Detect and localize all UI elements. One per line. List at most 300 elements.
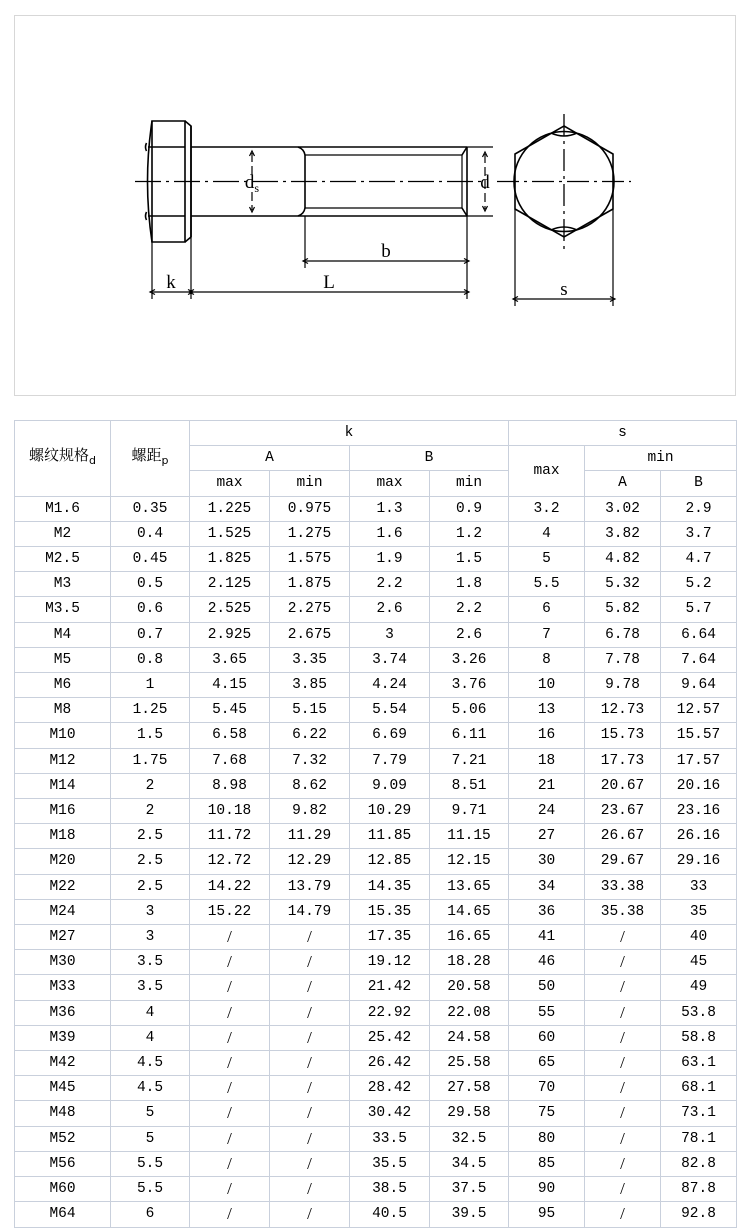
table-row <box>15 647 737 672</box>
table-cell: 50 <box>509 975 585 1000</box>
table-cell: 73.1 <box>661 1101 737 1126</box>
table-cell: M10 <box>15 723 111 748</box>
table-cell: / <box>270 1126 350 1151</box>
table-cell: 14.79 <box>270 899 350 924</box>
table-cell: 1.5 <box>111 723 190 748</box>
table-cell: 2.6 <box>350 597 430 622</box>
table-cell: 87.8 <box>661 1177 737 1202</box>
table-cell: 4 <box>509 521 585 546</box>
label-ds: $d_s$ <box>244 172 260 195</box>
specification-table-container <box>14 420 736 1228</box>
table-cell: 19.12 <box>350 950 430 975</box>
table-cell: 6 <box>111 1202 190 1227</box>
table-cell: 25.42 <box>350 1025 430 1050</box>
table-cell: 16.65 <box>430 925 509 950</box>
table-row <box>15 1076 737 1101</box>
table-cell: 10.18 <box>190 799 270 824</box>
table-cell: 14.35 <box>350 874 430 899</box>
header-pitch-sub: p <box>161 454 169 468</box>
table-row <box>15 521 737 546</box>
table-cell: 46 <box>509 950 585 975</box>
table-cell: M1.6 <box>15 496 111 521</box>
table-cell: 15.35 <box>350 899 430 924</box>
table-cell: 28.42 <box>350 1076 430 1101</box>
table-cell: / <box>190 1076 270 1101</box>
table-cell: 12.57 <box>661 698 737 723</box>
table-cell: 18.28 <box>430 950 509 975</box>
table-cell: M36 <box>15 1000 111 1025</box>
table-cell: 4 <box>111 1025 190 1050</box>
table-cell: 18 <box>509 748 585 773</box>
table-cell: 4.5 <box>111 1076 190 1101</box>
table-cell: / <box>190 1202 270 1227</box>
table-row <box>15 723 737 748</box>
table-cell: 35.38 <box>585 899 661 924</box>
table-cell: 1.875 <box>270 572 350 597</box>
table-cell: 0.8 <box>111 647 190 672</box>
table-cell: 13.65 <box>430 874 509 899</box>
table-cell: 35 <box>661 899 737 924</box>
table-cell: 2.675 <box>270 622 350 647</box>
table-cell: M56 <box>15 1151 111 1176</box>
header-s-min-A: A <box>585 471 661 496</box>
table-cell: 2.5 <box>111 849 190 874</box>
bolt-technical-drawing <box>15 16 735 395</box>
table-cell: 7 <box>509 622 585 647</box>
table-cell: 4.15 <box>190 673 270 698</box>
header-s-max: max <box>509 446 585 496</box>
header-k-A: A <box>190 446 350 471</box>
table-cell: M4 <box>15 622 111 647</box>
specification-table <box>14 420 737 1228</box>
table-cell: 0.6 <box>111 597 190 622</box>
table-cell: / <box>190 1101 270 1126</box>
header-k-B-max: max <box>350 471 430 496</box>
table-cell: 10.29 <box>350 799 430 824</box>
header-pitch-text: 螺距 <box>131 446 162 465</box>
table-cell: 23.16 <box>661 799 737 824</box>
table-cell: 1.8 <box>430 572 509 597</box>
table-cell: 24.58 <box>430 1025 509 1050</box>
table-cell: M22 <box>15 874 111 899</box>
table-cell: M24 <box>15 899 111 924</box>
table-row <box>15 496 737 521</box>
table-cell: 12.15 <box>430 849 509 874</box>
table-cell: 12.73 <box>585 698 661 723</box>
table-cell: / <box>190 1126 270 1151</box>
table-cell: 4.5 <box>111 1051 190 1076</box>
table-cell: / <box>270 1076 350 1101</box>
table-cell: / <box>190 1000 270 1025</box>
table-cell: / <box>270 1101 350 1126</box>
table-cell: / <box>270 1000 350 1025</box>
table-cell: 33.5 <box>350 1126 430 1151</box>
table-cell: 5 <box>509 547 585 572</box>
table-cell: 29.16 <box>661 849 737 874</box>
table-cell: 2.9 <box>661 496 737 521</box>
table-row <box>15 1101 737 1126</box>
table-cell: 6 <box>509 597 585 622</box>
table-cell: 1.225 <box>190 496 270 521</box>
table-row <box>15 899 737 924</box>
table-cell: 5.06 <box>430 698 509 723</box>
table-cell: / <box>585 1000 661 1025</box>
table-cell: 2.125 <box>190 572 270 597</box>
table-cell: M48 <box>15 1101 111 1126</box>
table-cell: / <box>585 1177 661 1202</box>
table-cell: 15.57 <box>661 723 737 748</box>
table-cell: 0.4 <box>111 521 190 546</box>
table-cell: 3 <box>350 622 430 647</box>
header-thread-spec-text: 螺纹规格 <box>29 446 90 465</box>
table-cell: 8.62 <box>270 773 350 798</box>
table-cell: 16 <box>509 723 585 748</box>
table-cell: 17.57 <box>661 748 737 773</box>
table-cell: 20.58 <box>430 975 509 1000</box>
table-cell: 40.5 <box>350 1202 430 1227</box>
table-cell: 5 <box>111 1101 190 1126</box>
table-cell: / <box>270 925 350 950</box>
table-cell: M12 <box>15 748 111 773</box>
table-cell: 33 <box>661 874 737 899</box>
table-cell: 26.16 <box>661 824 737 849</box>
table-cell: 0.975 <box>270 496 350 521</box>
header-k-B-min: min <box>430 471 509 496</box>
table-cell: 15.22 <box>190 899 270 924</box>
table-cell: 4.7 <box>661 547 737 572</box>
table-cell: 5.2 <box>661 572 737 597</box>
header-k-A-max: max <box>190 471 270 496</box>
table-cell: / <box>585 925 661 950</box>
table-cell: 36 <box>509 899 585 924</box>
table-cell: 20.67 <box>585 773 661 798</box>
table-cell: 35.5 <box>350 1151 430 1176</box>
table-cell: 5.5 <box>509 572 585 597</box>
table-cell: 6.78 <box>585 622 661 647</box>
table-cell: 5.45 <box>190 698 270 723</box>
table-cell: M3 <box>15 572 111 597</box>
table-cell: 14.65 <box>430 899 509 924</box>
table-cell: 0.9 <box>430 496 509 521</box>
table-cell: / <box>190 1151 270 1176</box>
header-s: s <box>509 421 737 446</box>
table-cell: 30 <box>509 849 585 874</box>
header-s-min: min <box>585 446 737 471</box>
label-L: L <box>323 272 335 293</box>
table-cell: 1.6 <box>350 521 430 546</box>
table-row <box>15 824 737 849</box>
table-cell: 11.15 <box>430 824 509 849</box>
table-cell: / <box>190 1025 270 1050</box>
table-cell: 5.15 <box>270 698 350 723</box>
table-cell: 78.1 <box>661 1126 737 1151</box>
table-cell: 22.08 <box>430 1000 509 1025</box>
table-cell: 3.74 <box>350 647 430 672</box>
table-cell: 20.16 <box>661 773 737 798</box>
table-cell: 6.22 <box>270 723 350 748</box>
table-cell: 1.575 <box>270 547 350 572</box>
table-cell: 49 <box>661 975 737 1000</box>
table-cell: 3.7 <box>661 521 737 546</box>
table-cell: 2.2 <box>430 597 509 622</box>
drawing-panel <box>14 15 736 396</box>
table-cell: M45 <box>15 1076 111 1101</box>
header-s-min-B: B <box>661 471 737 496</box>
table-cell: 92.8 <box>661 1202 737 1227</box>
table-cell: 8.51 <box>430 773 509 798</box>
table-cell: / <box>585 1076 661 1101</box>
table-cell: 1.525 <box>190 521 270 546</box>
table-cell: M6 <box>15 673 111 698</box>
table-cell: 34 <box>509 874 585 899</box>
header-thread-spec-sub: d <box>89 454 96 468</box>
table-row <box>15 975 737 1000</box>
table-cell: / <box>270 975 350 1000</box>
table-cell: 17.35 <box>350 925 430 950</box>
table-cell: M20 <box>15 849 111 874</box>
table-cell: M30 <box>15 950 111 975</box>
table-cell: 80 <box>509 1126 585 1151</box>
header-row-1 <box>15 421 737 446</box>
table-cell: / <box>190 1051 270 1076</box>
header-k-B: B <box>350 446 509 471</box>
table-row <box>15 1000 737 1025</box>
table-cell: 58.8 <box>661 1025 737 1050</box>
table-cell: / <box>585 950 661 975</box>
table-cell: 5.32 <box>585 572 661 597</box>
table-cell: M27 <box>15 925 111 950</box>
table-cell: / <box>585 1151 661 1176</box>
header-k: k <box>190 421 509 446</box>
table-cell: 14.22 <box>190 874 270 899</box>
table-cell: 41 <box>509 925 585 950</box>
table-cell: / <box>190 925 270 950</box>
table-row <box>15 547 737 572</box>
table-cell: / <box>585 1101 661 1126</box>
table-cell: 3 <box>111 925 190 950</box>
table-cell: 1.825 <box>190 547 270 572</box>
table-cell: 27 <box>509 824 585 849</box>
table-cell: 9.09 <box>350 773 430 798</box>
table-cell: 40 <box>661 925 737 950</box>
table-row <box>15 1126 737 1151</box>
table-cell: 2.525 <box>190 597 270 622</box>
table-cell: 5.7 <box>661 597 737 622</box>
table-cell: / <box>270 1025 350 1050</box>
table-cell: 13 <box>509 698 585 723</box>
table-cell: 7.32 <box>270 748 350 773</box>
table-row <box>15 1025 737 1050</box>
table-cell: 3.5 <box>111 975 190 1000</box>
table-cell: 5.5 <box>111 1151 190 1176</box>
table-cell: 3.76 <box>430 673 509 698</box>
table-cell: 4.82 <box>585 547 661 572</box>
table-cell: / <box>585 1025 661 1050</box>
header-k-A-min: min <box>270 471 350 496</box>
table-cell: 6.64 <box>661 622 737 647</box>
table-cell: 9.82 <box>270 799 350 824</box>
table-cell: 82.8 <box>661 1151 737 1176</box>
table-cell: / <box>190 950 270 975</box>
table-cell: M33 <box>15 975 111 1000</box>
table-cell: / <box>270 1151 350 1176</box>
table-cell: 85 <box>509 1151 585 1176</box>
table-row <box>15 874 737 899</box>
table-cell: 32.5 <box>430 1126 509 1151</box>
table-cell: / <box>585 1126 661 1151</box>
table-cell: 7.68 <box>190 748 270 773</box>
table-cell: / <box>190 1177 270 1202</box>
table-cell: 38.5 <box>350 1177 430 1202</box>
label-d: d <box>480 172 490 193</box>
table-cell: 9.78 <box>585 673 661 698</box>
table-cell: M39 <box>15 1025 111 1050</box>
table-cell: 5.5 <box>111 1177 190 1202</box>
table-cell: / <box>270 950 350 975</box>
table-cell: 2 <box>111 773 190 798</box>
table-row <box>15 1177 737 1202</box>
table-cell: 95 <box>509 1202 585 1227</box>
table-row <box>15 1051 737 1076</box>
table-cell: 2 <box>111 799 190 824</box>
table-cell: M64 <box>15 1202 111 1227</box>
table-cell: 29.67 <box>585 849 661 874</box>
table-cell: 39.5 <box>430 1202 509 1227</box>
table-cell: 7.21 <box>430 748 509 773</box>
table-cell: 29.58 <box>430 1101 509 1126</box>
table-row <box>15 925 737 950</box>
table-row <box>15 849 737 874</box>
table-cell: 1.3 <box>350 496 430 521</box>
table-row <box>15 773 737 798</box>
table-cell: 6.11 <box>430 723 509 748</box>
header-pitch <box>111 421 190 497</box>
table-cell: 34.5 <box>430 1151 509 1176</box>
table-cell: 3.65 <box>190 647 270 672</box>
table-cell: 65 <box>509 1051 585 1076</box>
table-cell: 1.5 <box>430 547 509 572</box>
table-cell: 2.275 <box>270 597 350 622</box>
table-cell: / <box>190 975 270 1000</box>
table-cell: 3.85 <box>270 673 350 698</box>
table-cell: 9.71 <box>430 799 509 824</box>
table-cell: 2.5 <box>111 824 190 849</box>
table-cell: 3.82 <box>585 521 661 546</box>
table-cell: 2.5 <box>111 874 190 899</box>
table-cell: 5 <box>111 1126 190 1151</box>
table-cell: M5 <box>15 647 111 672</box>
table-row <box>15 1151 737 1176</box>
table-cell: M2 <box>15 521 111 546</box>
table-cell: 4 <box>111 1000 190 1025</box>
table-cell: / <box>270 1177 350 1202</box>
table-cell: 7.78 <box>585 647 661 672</box>
table-cell: 3.35 <box>270 647 350 672</box>
table-cell: 5.54 <box>350 698 430 723</box>
table-cell: 2.6 <box>430 622 509 647</box>
table-cell: M18 <box>15 824 111 849</box>
table-cell: 3 <box>111 899 190 924</box>
table-cell: 70 <box>509 1076 585 1101</box>
table-row <box>15 799 737 824</box>
table-cell: 33.38 <box>585 874 661 899</box>
table-cell: 1.2 <box>430 521 509 546</box>
table-row <box>15 698 737 723</box>
table-cell: 1.9 <box>350 547 430 572</box>
table-cell: 8.98 <box>190 773 270 798</box>
table-cell: 17.73 <box>585 748 661 773</box>
table-cell: 75 <box>509 1101 585 1126</box>
table-cell: 11.72 <box>190 824 270 849</box>
table-cell: 45 <box>661 950 737 975</box>
table-cell: 15.73 <box>585 723 661 748</box>
table-cell: 21.42 <box>350 975 430 1000</box>
table-cell: 5.82 <box>585 597 661 622</box>
table-cell: 1.25 <box>111 698 190 723</box>
table-cell: 10 <box>509 673 585 698</box>
table-cell: 63.1 <box>661 1051 737 1076</box>
table-cell: 0.35 <box>111 496 190 521</box>
table-row <box>15 597 737 622</box>
table-cell: M14 <box>15 773 111 798</box>
table-cell: / <box>585 1051 661 1076</box>
table-cell: 2.925 <box>190 622 270 647</box>
table-cell: 11.29 <box>270 824 350 849</box>
table-cell: 53.8 <box>661 1000 737 1025</box>
table-header <box>15 421 737 497</box>
table-cell: 12.85 <box>350 849 430 874</box>
table-cell: 6.69 <box>350 723 430 748</box>
table-cell: 8 <box>509 647 585 672</box>
table-cell: 2.2 <box>350 572 430 597</box>
table-cell: M42 <box>15 1051 111 1076</box>
table-cell: 55 <box>509 1000 585 1025</box>
table-cell: / <box>585 975 661 1000</box>
table-cell: M16 <box>15 799 111 824</box>
table-cell: 9.64 <box>661 673 737 698</box>
table-cell: 90 <box>509 1177 585 1202</box>
table-cell: 0.7 <box>111 622 190 647</box>
label-k: k <box>166 272 176 293</box>
table-cell: 6.58 <box>190 723 270 748</box>
table-cell: 25.58 <box>430 1051 509 1076</box>
table-cell: 30.42 <box>350 1101 430 1126</box>
table-cell: 7.79 <box>350 748 430 773</box>
table-row <box>15 622 737 647</box>
table-cell: 26.42 <box>350 1051 430 1076</box>
table-cell: 60 <box>509 1025 585 1050</box>
table-cell: 3.5 <box>111 950 190 975</box>
table-row <box>15 572 737 597</box>
table-cell: 12.72 <box>190 849 270 874</box>
table-cell: M3.5 <box>15 597 111 622</box>
table-body <box>15 496 737 1227</box>
table-cell: / <box>270 1051 350 1076</box>
table-cell: 4.24 <box>350 673 430 698</box>
table-cell: / <box>585 1202 661 1227</box>
table-cell: 68.1 <box>661 1076 737 1101</box>
table-cell: 3.02 <box>585 496 661 521</box>
table-cell: 13.79 <box>270 874 350 899</box>
table-cell: 1 <box>111 673 190 698</box>
table-cell: 3.2 <box>509 496 585 521</box>
table-cell: 1.75 <box>111 748 190 773</box>
table-cell: 11.85 <box>350 824 430 849</box>
table-cell: M52 <box>15 1126 111 1151</box>
table-cell: 24 <box>509 799 585 824</box>
table-cell: 1.275 <box>270 521 350 546</box>
table-cell: M8 <box>15 698 111 723</box>
